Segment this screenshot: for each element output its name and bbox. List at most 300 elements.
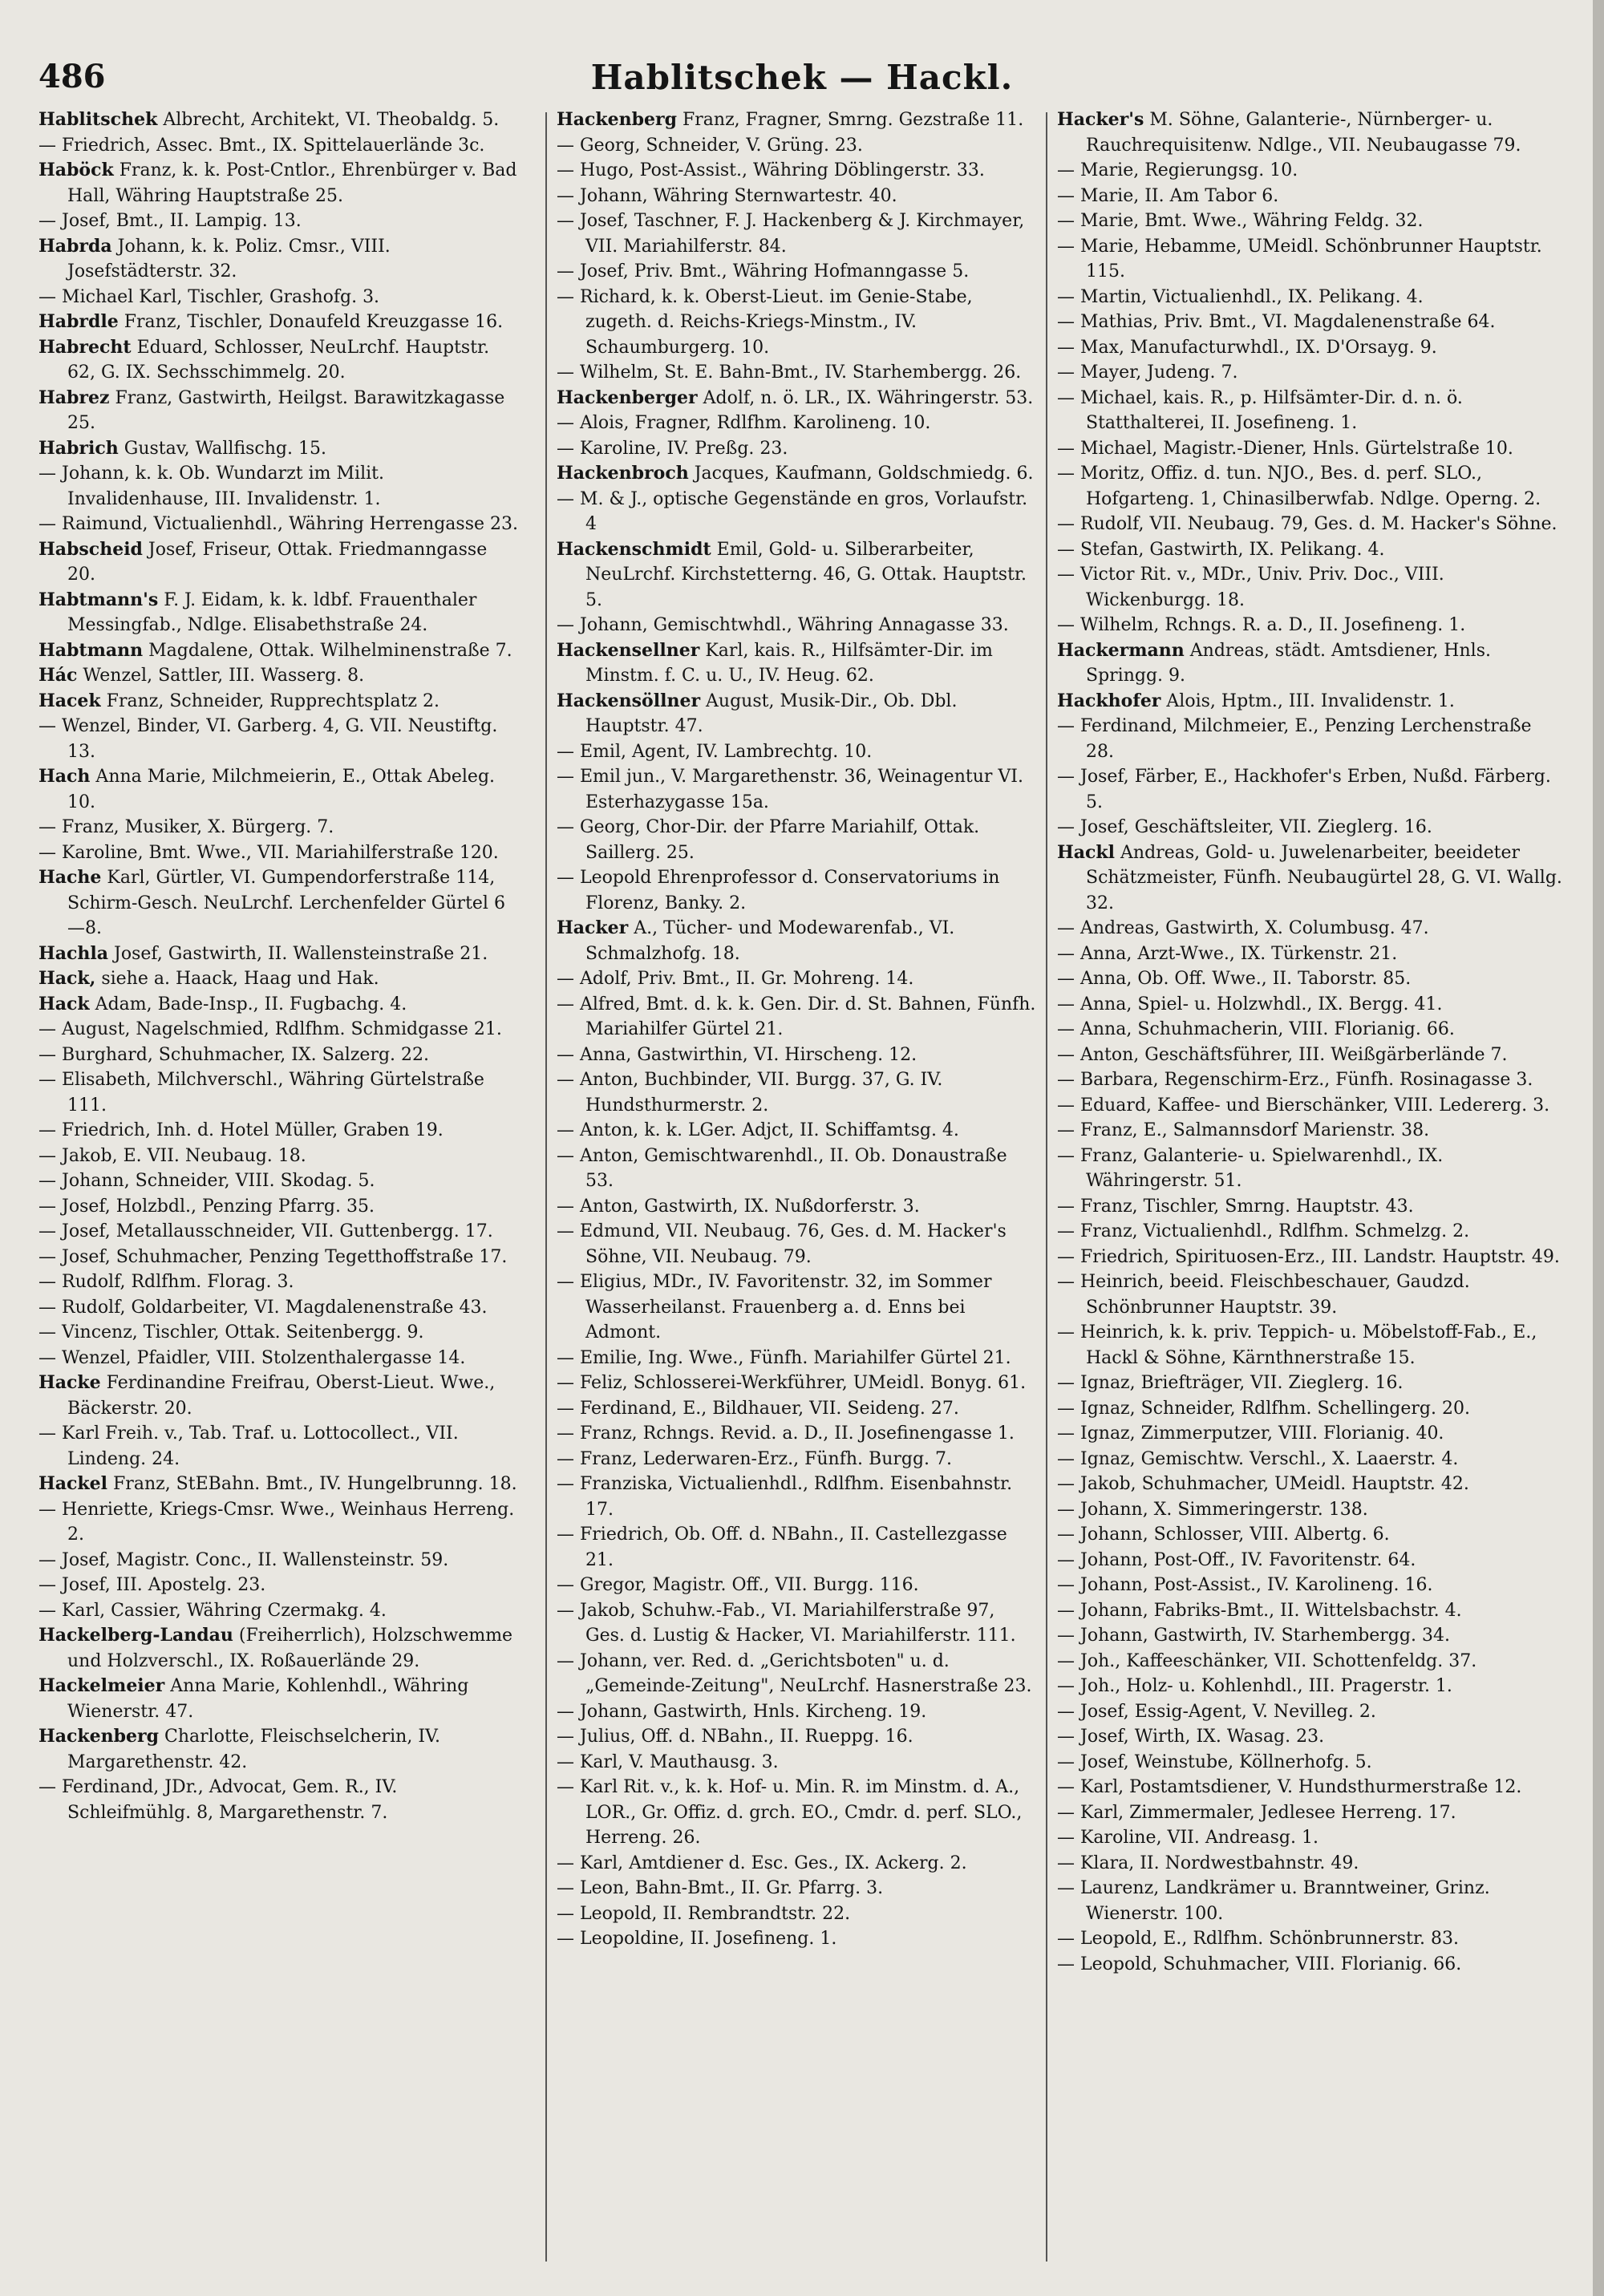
entry-details: Josef, Färber, E., Hackhofer's Erben, Nußd. Färberg. 5. xyxy=(1080,767,1551,812)
directory-entry xyxy=(557,1573,1038,1598)
directory-entry xyxy=(1057,1118,1562,1144)
entry-details: Johann, X. Simmeringerstr. 138. xyxy=(1080,1499,1368,1520)
directory-entry xyxy=(557,613,1038,638)
entry-details: Franz, Schneider, Rupprechtsplatz 2. xyxy=(100,690,440,711)
entry-details: Martin, Victualienhdl., IX. Pelikang. 4. xyxy=(1080,286,1424,307)
entry-details: Josef, Bmt., II. Lampig. 13. xyxy=(62,211,302,231)
directory-entry xyxy=(557,689,1038,739)
directory-entry xyxy=(557,992,1038,1043)
directory-entry xyxy=(557,1346,1038,1371)
directory-entry xyxy=(1057,461,1562,512)
entry-details: Ignaz, Gemischtw. Verschl., X. Laaerstr. 4. xyxy=(1080,1448,1459,1469)
page-title: Hablitschek — Hackl. xyxy=(590,58,1014,97)
entry-details: Wilhelm, Rchngs. R. a. D., II. Josefineng. 1. xyxy=(1080,615,1466,635)
entry-surname: Hackensöllner xyxy=(557,690,701,711)
entry-details: Joh., Holz- u. Kohlenhdl., III. Pragerstr. 1. xyxy=(1080,1676,1452,1696)
entry-surname: Hacke xyxy=(38,1372,101,1393)
entry-details: Josef, Wirth, IX. Wasag. 23. xyxy=(1080,1727,1325,1747)
directory-entry xyxy=(1057,689,1562,715)
directory-entry xyxy=(557,360,1038,386)
directory-entry xyxy=(557,1775,1038,1851)
entry-surname: Habrecht xyxy=(38,336,132,358)
directory-entry xyxy=(557,916,1038,966)
directory-entry xyxy=(1057,815,1562,840)
entry-details: Anna, Arzt-Wwe., IX. Türkenstr. 21. xyxy=(1080,943,1398,964)
directory-entry xyxy=(557,1371,1038,1396)
directory-entry xyxy=(38,1295,520,1321)
entry-details: Alois, Hptm., III. Invalidenstr. 1. xyxy=(1160,690,1455,711)
entry-details: Georg, Chor-Dir. der Pfarre Mariahilf, Ottak. Saillerg. 25. xyxy=(580,817,980,863)
entry-details: Moritz, Offiz. d. tun. NJO., Bes. d. perf. SLO., Hofgarteng. 1, Chinasilberwfab. Ndlge. Operng. 2. xyxy=(1080,464,1541,509)
directory-entry xyxy=(1057,714,1562,764)
directory-entry xyxy=(38,1775,520,1825)
entry-details: Johann, Gemischtwhdl., Währing Annagasse 33. xyxy=(580,615,1009,635)
entry-surname: Hacker's xyxy=(1057,109,1144,130)
directory-entry xyxy=(1057,1952,1562,1978)
directory-entry xyxy=(1057,1421,1562,1447)
entry-surname: Hach xyxy=(38,766,91,787)
directory-column-2 xyxy=(557,107,1038,2273)
directory-entry xyxy=(1057,310,1562,335)
entry-details: Emil, Gold- u. Silberarbeiter, NeuLrchf. Kirchstetterng. 46, G. Ottak. Hauptstr. 5. xyxy=(585,539,1027,610)
directory-entry xyxy=(38,436,520,462)
entry-details: Julius, Off. d. NBahn., II. Rueppg. 16. xyxy=(580,1727,913,1747)
directory-entry xyxy=(1057,1750,1562,1776)
entry-details: Anna, Gastwirthin, VI. Hirscheng. 12. xyxy=(580,1044,917,1065)
entry-details: Anna Marie, Milchmeierin, E., Ottak Abeleg. 10. xyxy=(67,767,496,812)
entry-details: Albrecht, Architekt, VI. Theobaldg. 5. xyxy=(157,110,500,130)
entry-details: Jacques, Kaufmann, Goldschmiedg. 6. xyxy=(688,464,1034,484)
entry-details: Friedrich, Ob. Off. d. NBahn., II. Castellezgasse 21. xyxy=(580,1525,1007,1570)
entry-details: August, Nagelschmied, Rdlfhm. Schmidgasse 21. xyxy=(62,1019,502,1039)
entry-details: Johann, Fabriks-Bmt., II. Wittelsbachstr. 4. xyxy=(1080,1600,1462,1621)
directory-entry xyxy=(38,1371,520,1421)
entry-details: Anton, Geschäftsführer, III. Weißgärberlände 7. xyxy=(1080,1044,1508,1065)
entry-details: Josef, Magistr. Conc., II. Wallensteinstr. 59. xyxy=(62,1549,449,1570)
entry-surname: Hacek xyxy=(38,690,101,711)
directory-entry xyxy=(38,815,520,840)
entry-surname: Hack xyxy=(38,993,90,1014)
entry-details: Josef, Taschner, F. J. Hackenberg & J. Kirchmayer, VII. Mariahilferstr. 84. xyxy=(580,211,1025,257)
entry-details: Josef, Metallausschneider, VII. Guttenbergg. 17. xyxy=(62,1221,493,1241)
entry-details: Karl, Gürtler, VI. Gumpendorferstraße 114, Schirm-Gesch. NeuLrchf. Lerchenfelder Gürtel 6—8. xyxy=(67,868,505,938)
entry-details: Josef, III. Apostelg. 23. xyxy=(62,1575,266,1595)
entry-details: Adolf, n. ö. LR., IX. Währingerstr. 53. xyxy=(697,387,1034,408)
entry-surname: Hackl xyxy=(1057,841,1116,863)
directory-entry xyxy=(1057,966,1562,992)
directory-entry xyxy=(1057,613,1562,638)
entry-details: Johann, k. k. Poliz. Cmsr., VIII. Josefstädterstr. 32. xyxy=(67,236,391,281)
entry-details: Eligius, MDr., IV. Favoritenstr. 32, im Sommer Wasserheilanst. Frauenberg a. d. Enns bei Admont. xyxy=(580,1272,992,1342)
directory-entry xyxy=(38,461,520,512)
entry-details: Karl Freih. v., Tab. Traf. u. Lottocollect., VII. Lindeng. 24. xyxy=(62,1423,459,1469)
directory-entry xyxy=(38,1144,520,1169)
directory-entry xyxy=(38,1245,520,1270)
directory-entry xyxy=(557,1699,1038,1725)
directory-entry xyxy=(38,764,520,815)
directory-entry xyxy=(1057,638,1562,689)
entry-details: Franz, Victualienhdl., Rdlfhm. Schmelzg. 2. xyxy=(1080,1221,1470,1241)
directory-entry xyxy=(1057,1194,1562,1220)
entry-details: Adolf, Priv. Bmt., II. Gr. Mohreng. 14. xyxy=(580,969,914,989)
directory-entry xyxy=(38,537,520,588)
directory-entry xyxy=(557,1472,1038,1522)
directory-entry xyxy=(557,1194,1038,1220)
entry-details: Emil jun., V. Margarethenstr. 36, Weinagentur VI. Esterhazygasse 15a. xyxy=(580,767,1023,812)
directory-entry xyxy=(1057,184,1562,209)
directory-entry xyxy=(557,107,1038,133)
directory-entry xyxy=(1057,1548,1562,1573)
directory-entry xyxy=(557,184,1038,209)
entry-details: Ignaz, Zimmerputzer, VIII. Florianig. 40. xyxy=(1080,1423,1444,1444)
entry-details: Friedrich, Spirituosen-Erz., III. Landstr. Hauptstr. 49. xyxy=(1080,1246,1560,1267)
directory-entry xyxy=(1057,840,1562,917)
directory-entry xyxy=(1057,335,1562,361)
entry-details: Leopold, Schuhmacher, VIII. Florianig. 66. xyxy=(1080,1954,1462,1974)
entry-details: Anna, Spiel- u. Holzwhdl., IX. Bergg. 41. xyxy=(1080,994,1443,1014)
directory-entry xyxy=(1057,916,1562,941)
entry-details: Georg, Schneider, V. Grüng. 23. xyxy=(580,135,863,156)
directory-entry xyxy=(38,1067,520,1118)
entry-details: Mayer, Judeng. 7. xyxy=(1080,362,1238,383)
directory-entry xyxy=(1057,1674,1562,1699)
directory-column-1 xyxy=(38,107,520,2273)
entry-details: Klara, II. Nordwestbahnstr. 49. xyxy=(1080,1853,1359,1873)
directory-entry xyxy=(1057,1371,1562,1396)
entry-details: Ferdinand, Milchmeier, E., Penzing Lerchenstraße 28. xyxy=(1080,716,1532,762)
directory-entry xyxy=(557,1750,1038,1776)
directory-entry xyxy=(38,1724,520,1775)
directory-entry xyxy=(1057,209,1562,234)
directory-entry xyxy=(1057,1522,1562,1548)
entry-details: Stefan, Gastwirth, IX. Pelikang. 4. xyxy=(1080,539,1385,560)
entry-details: Ferdinand, JDr., Advocat, Gem. R., IV. Schleifmühlg. 8, Margarethenstr. 7. xyxy=(62,1777,398,1823)
entry-surname: Hackhofer xyxy=(1057,690,1161,711)
directory-entry xyxy=(557,1649,1038,1699)
entry-details: Josef, Holzbdl., Penzing Pfarrg. 35. xyxy=(62,1196,375,1217)
directory-entry xyxy=(1057,436,1562,462)
column-divider xyxy=(545,112,547,2262)
entry-details: Leopoldine, II. Josefineng. 1. xyxy=(580,1929,837,1949)
entry-details: Karoline, Bmt. Wwe., VII. Mariahilferstraße 120. xyxy=(62,842,499,863)
entry-details: Jakob, Schuhw.-Fab., VI. Mariahilferstraße 97, Ges. d. Lustig & Hacker, VI. Mariahilferstr. 111. xyxy=(580,1600,1016,1646)
directory-entry xyxy=(1057,1876,1562,1926)
entry-details: Franz, Gastwirth, Heilgst. Barawitzkagasse 25. xyxy=(67,387,505,433)
entry-details: Josef, Weinstube, Köllnerhofg. 5. xyxy=(1080,1751,1372,1772)
entry-details: Gregor, Magistr. Off., VII. Burgg. 116. xyxy=(580,1575,919,1595)
entry-details: Elisabeth, Milchverschl., Währing Gürtelstraße 111. xyxy=(62,1070,484,1116)
entry-details: Franz, Rchngs. Revid. a. D., II. Josefinengasse 1. xyxy=(580,1423,1015,1444)
directory-entry xyxy=(1057,1623,1562,1649)
directory-entry xyxy=(38,1219,520,1245)
directory-column-3 xyxy=(1057,107,1562,2273)
entry-details: Leon, Bahn-Bmt., II. Gr. Pfarrg. 3. xyxy=(580,1878,884,1898)
entry-details: Henriette, Kriegs-Cmsr. Wwe., Weinhaus Herreng. 2. xyxy=(62,1499,515,1545)
entry-details: Karl Rit. v., k. k. Hof- u. Min. R. im Minstm. d. A., LOR., Gr. Offiz. d. grch. EO., Cmdr. d. perf. SLO., Herreng. 26. xyxy=(580,1777,1023,1848)
directory-entry xyxy=(38,941,520,967)
directory-entry xyxy=(1057,1017,1562,1043)
directory-entry xyxy=(1057,158,1562,184)
entry-details: Marie, II. Am Tabor 6. xyxy=(1080,185,1279,206)
entry-details: Burghard, Schuhmacher, IX. Salzerg. 22. xyxy=(62,1044,430,1065)
entry-details: Leopold, E., Rdlfhm. Schönbrunnerstr. 83. xyxy=(1080,1929,1460,1949)
entry-details: Josef, Priv. Bmt., Währing Hofmanngasse 5. xyxy=(580,261,970,281)
directory-entry xyxy=(1057,1598,1562,1624)
entry-details: Karl, V. Mauthausg. 3. xyxy=(580,1751,779,1772)
entry-details: Anna, Schuhmacherin, VIII. Florianig. 66. xyxy=(1080,1019,1455,1039)
directory-entry xyxy=(38,1472,520,1497)
directory-entry xyxy=(1057,1926,1562,1952)
directory-entry xyxy=(1057,1219,1562,1245)
entry-details: Gustav, Wallfischg. 15. xyxy=(118,438,326,459)
entry-details: Johann, k. k. Ob. Wundarzt im Milit. Invalidenhause, III. Invalidenstr. 1. xyxy=(62,464,384,509)
entry-details: Franz, E., Salmannsdorf Marienstr. 38. xyxy=(1080,1120,1430,1140)
entry-details: Laurenz, Landkrämer u. Branntweiner, Grinz. Wienerstr. 100. xyxy=(1080,1878,1490,1924)
directory-entry xyxy=(557,133,1038,159)
entry-surname: Habtmann's xyxy=(38,589,159,610)
entry-details: Victor Rit. v., MDr., Univ. Priv. Doc., VIII. Wickenburgg. 18. xyxy=(1080,565,1444,610)
directory-entry xyxy=(557,1447,1038,1472)
directory-entry xyxy=(38,1623,520,1674)
entry-details: Franz, k. k. Post-Cntlor., Ehrenbürger v. Bad Hall, Währing Hauptstraße 25. xyxy=(67,160,517,206)
page-number: 486 xyxy=(38,58,106,95)
entry-details: Michael Karl, Tischler, Grashofg. 3. xyxy=(62,286,380,307)
directory-entry xyxy=(38,1194,520,1220)
directory-entry xyxy=(1057,1851,1562,1877)
entry-details: Franz, Lederwaren-Erz., Fünfh. Burgg. 7. xyxy=(580,1448,953,1469)
entry-details: Alois, Fragner, Rdlfhm. Karolineng. 10. xyxy=(580,413,931,433)
directory-entry xyxy=(1057,360,1562,386)
entry-details: Michael, kais. R., p. Hilfsämter-Dir. d. n. ö. Statthalterei, II. Josefineng. 1. xyxy=(1080,387,1463,433)
directory-entry xyxy=(1057,537,1562,563)
directory-entry xyxy=(1057,1245,1562,1270)
directory-entry xyxy=(1057,1775,1562,1800)
directory-entry xyxy=(38,1548,520,1573)
directory-entry xyxy=(557,1067,1038,1118)
directory-entry xyxy=(1057,1067,1562,1093)
directory-entry xyxy=(1057,992,1562,1018)
directory-entry xyxy=(1057,386,1562,436)
entry-details: Ignaz, Briefträger, VII. Zieglerg. 16. xyxy=(1080,1373,1404,1393)
directory-entry xyxy=(38,310,520,335)
entry-details: Johann, Post-Assist., IV. Karolineng. 16. xyxy=(1080,1575,1433,1595)
entry-details: Johann, Gastwirth, Hnls. Kircheng. 19. xyxy=(580,1701,927,1722)
entry-details: Franz, Fragner, Smrng. Gezstraße 11. xyxy=(677,110,1024,130)
entry-details: Karl, Amtdiener d. Esc. Ges., IX. Ackerg. 2. xyxy=(580,1853,967,1873)
directory-entry xyxy=(38,1168,520,1194)
entry-details: Franz, Galanterie- u. Spielwarenhdl., IX. Währingerstr. 51. xyxy=(1080,1145,1444,1191)
directory-entry xyxy=(557,259,1038,285)
directory-entry xyxy=(557,638,1038,689)
entry-details: (Freiherrlich), Holzschwemme und Holzverschl., IX. Roßauerlände 29. xyxy=(67,1626,513,1671)
entry-surname: Hackenberg xyxy=(38,1726,160,1747)
entry-details: Emilie, Ing. Wwe., Fünfh. Mariahilfer Gürtel 21. xyxy=(580,1347,1011,1368)
entry-details: Emil, Agent, IV. Lambrechtg. 10. xyxy=(580,741,873,762)
entry-details: Josef, Essig-Agent, V. Nevilleg. 2. xyxy=(1080,1701,1376,1722)
directory-entry xyxy=(1057,1093,1562,1119)
entry-details: Johann, Gastwirth, IV. Starhembergg. 34. xyxy=(1080,1626,1450,1646)
entry-surname: Hack, xyxy=(38,968,96,989)
directory-entry xyxy=(557,285,1038,361)
directory-entry xyxy=(557,1926,1038,1952)
column-divider xyxy=(1046,112,1047,2262)
entry-details: Josef, Schuhmacher, Penzing Tegetthoffstraße 17. xyxy=(62,1246,508,1267)
entry-details: Anton, Gastwirth, IX. Nußdorferstr. 3. xyxy=(580,1196,920,1217)
entry-surname: Habscheid xyxy=(38,538,143,560)
directory-entry xyxy=(38,512,520,537)
entry-details: Friedrich, Assec. Bmt., IX. Spittelauerlände 3c. xyxy=(62,135,485,156)
directory-entry xyxy=(38,1320,520,1346)
directory-entry xyxy=(557,1421,1038,1447)
directory-entry xyxy=(1057,512,1562,537)
directory-entry xyxy=(557,436,1038,462)
entry-details: Anna Marie, Kohlenhdl., Währing Wienerstr. 47. xyxy=(67,1676,469,1722)
directory-entry xyxy=(557,1851,1038,1877)
entry-details: Anton, Buchbinder, VII. Burgg. 37, G. IV. Hundsthurmerstr. 2. xyxy=(580,1070,943,1116)
directory-entry xyxy=(557,815,1038,865)
directory-entry xyxy=(38,158,520,209)
directory-entry xyxy=(38,1269,520,1295)
directory-entry xyxy=(557,1144,1038,1194)
entry-surname: Habtmann xyxy=(38,639,144,661)
entry-details: Rudolf, Rdlfhm. Florag. 3. xyxy=(62,1272,294,1292)
directory-entry xyxy=(557,209,1038,259)
entry-details: M. Söhne, Galanterie-, Nürnberger- u. Rauchrequisitenw. Ndlge., VII. Neubaugasse 79. xyxy=(1086,110,1521,156)
directory-entry xyxy=(1057,285,1562,310)
entry-details: Jakob, Schuhmacher, UMeidl. Hauptstr. 42. xyxy=(1080,1474,1469,1494)
entry-details: Edmund, VII. Neubaug. 76, Ges. d. M. Hacker's Söhne, VII. Neubaug. 79. xyxy=(580,1221,1007,1267)
entry-details: Wilhelm, St. E. Bahn-Bmt., IV. Starhembergg. 26. xyxy=(580,362,1022,383)
entry-surname: Hackelmeier xyxy=(38,1675,165,1696)
entry-details: Marie, Bmt. Wwe., Währing Feldg. 32. xyxy=(1080,211,1424,231)
entry-details: F. J. Eidam, k. k. ldbf. Frauenthaler Messingfab., Ndlge. Elisabethstraße 24. xyxy=(67,589,477,635)
entry-details: Joh., Kaffeeschänker, VII. Schottenfeldg. 37. xyxy=(1080,1650,1477,1671)
entry-details: Johann, Währing Sternwartestr. 40. xyxy=(580,185,897,206)
entry-surname: Habrda xyxy=(38,235,112,257)
entry-details: Mathias, Priv. Bmt., VI. Magdalenenstraße 64. xyxy=(1080,312,1496,332)
entry-details: Franz, Musiker, X. Bürgerg. 7. xyxy=(62,817,334,837)
directory-entry xyxy=(38,1573,520,1598)
entry-details: Franziska, Victualienhdl., Rdlfhm. Eisenbahnstr. 17. xyxy=(580,1474,1013,1520)
entry-details: Johann, Schlosser, VIII. Albertg. 6. xyxy=(1080,1525,1390,1545)
directory-entry xyxy=(1057,1472,1562,1497)
entry-details: Karl, Cassier, Währing Czermakg. 4. xyxy=(62,1600,387,1621)
entry-details: Rudolf, Goldarbeiter, VI. Magdalenenstraße 43. xyxy=(62,1297,488,1318)
entry-details: Anna, Ob. Off. Wwe., II. Taborstr. 85. xyxy=(1080,969,1412,989)
entry-surname: Habrez xyxy=(38,387,110,408)
entry-surname: Hachla xyxy=(38,942,109,964)
directory-entry xyxy=(38,386,520,436)
directory-entry xyxy=(1057,1724,1562,1750)
entry-details: Wenzel, Binder, VI. Garberg. 4, G. VII. Neustiftg. 13. xyxy=(62,716,498,762)
directory-entry xyxy=(557,1118,1038,1144)
entry-details: Leopold Ehrenprofessor d. Conservatoriums in Florenz, Banky. 2. xyxy=(580,868,1000,913)
entry-details: Wenzel, Sattler, III. Wasserg. 8. xyxy=(77,666,365,686)
directory-entry xyxy=(557,487,1038,537)
entry-surname: Hablitschek xyxy=(38,109,158,130)
entry-surname: Haböck xyxy=(38,160,114,180)
directory-entry xyxy=(557,1724,1038,1750)
entry-details: Richard, k. k. Oberst-Lieut. im Genie-Stabe, zugeth. d. Reichs-Kriegs-Minstm., IV. Schaumburgerg. 10. xyxy=(580,286,973,358)
entry-details: Andreas, Gold- u. Juwelenarbeiter, beeideter Schätzmeister, Fünfh. Neubaugürtel 28, G. VI. Wallg. 32. xyxy=(1086,842,1562,913)
entry-surname: Hackenbroch xyxy=(557,463,689,484)
directory-entry xyxy=(38,588,520,638)
directory-entry xyxy=(557,386,1038,411)
directory-entry xyxy=(557,1901,1038,1927)
entry-details: Alfred, Bmt. d. k. k. Gen. Dir. d. St. Bahnen, Fünfh. Mariahilfer Gürtel 21. xyxy=(580,994,1036,1039)
directory-entry xyxy=(38,234,520,285)
entry-details: Karl, Postamtsdiener, V. Hundsthurmerstraße 12. xyxy=(1080,1777,1522,1797)
directory-entry xyxy=(1057,764,1562,815)
directory-entry xyxy=(557,1269,1038,1346)
entry-details: Marie, Regierungsg. 10. xyxy=(1080,160,1298,180)
entry-details: Johann, ver. Red. d. „Gerichtsboten" u. d. „Gemeinde-Zeitung", NeuLrchf. Hasnerstraße 23. xyxy=(580,1650,1032,1696)
entry-details: Raimund, Victualienhdl., Währing Herrengasse 23. xyxy=(62,514,518,534)
entry-details: Karl, Zimmermaler, Jedlesee Herreng. 17. xyxy=(1080,1802,1456,1823)
directory-entry xyxy=(557,1876,1038,1901)
directory-entry xyxy=(38,638,520,664)
directory-entry xyxy=(38,663,520,689)
entry-details: Hugo, Post-Assist., Währing Döblingerstr. 33. xyxy=(580,160,985,180)
directory-entry xyxy=(1057,1497,1562,1523)
directory-entry xyxy=(38,133,520,159)
directory-entry xyxy=(1057,1269,1562,1320)
entry-surname: Hác xyxy=(38,665,78,686)
directory-entry xyxy=(557,158,1038,184)
directory-entry xyxy=(38,1674,520,1724)
directory-entry xyxy=(1057,234,1562,285)
entry-details: Jakob, E. VII. Neubaug. 18. xyxy=(62,1145,306,1166)
entry-details: Anton, k. k. LGer. Adjct, II. Schiffamtsg. 4. xyxy=(580,1120,959,1140)
directory-entry xyxy=(38,1118,520,1144)
entry-details: Ferdinand, E., Bildhauer, VII. Seideng. 27. xyxy=(580,1398,959,1419)
entry-details: Magdalene, Ottak. Wilhelminenstraße 7. xyxy=(143,640,512,661)
directory-entry xyxy=(557,1043,1038,1068)
directory-entry xyxy=(1057,1825,1562,1851)
entry-details: Franz, Tischler, Smrng. Hauptstr. 43. xyxy=(1080,1196,1414,1217)
directory-entry xyxy=(1057,1573,1562,1598)
directory-entry xyxy=(38,840,520,866)
directory-entry xyxy=(38,689,520,715)
entry-details: Leopold, II. Rembrandtstr. 22. xyxy=(580,1903,851,1924)
directory-entry xyxy=(38,992,520,1018)
directory-entry xyxy=(38,107,520,133)
entry-details: Ferdinandine Freifrau, Oberst-Lieut. Wwe., Bäckerstr. 20. xyxy=(67,1373,496,1419)
entry-details: August, Musik-Dir., Ob. Dbl. Hauptstr. 47. xyxy=(585,690,958,736)
entry-details: Eduard, Kaffee- und Bierschänker, VIII. Ledererg. 3. xyxy=(1080,1095,1550,1116)
directory-entry xyxy=(1057,941,1562,967)
directory-entry xyxy=(1057,1320,1562,1371)
directory-entry xyxy=(557,966,1038,992)
directory-entry xyxy=(38,865,520,941)
entry-details: Karoline, IV. Preßg. 23. xyxy=(580,438,788,459)
entry-details: Andreas, Gastwirth, X. Columbusg. 47. xyxy=(1080,918,1429,938)
entry-details: Johann, Post-Off., IV. Favoritenstr. 64. xyxy=(1080,1549,1416,1570)
entry-surname: Hache xyxy=(38,867,102,888)
entry-details: Vincenz, Tischler, Ottak. Seitenbergg. 9. xyxy=(62,1322,424,1342)
entry-details: Heinrich, beeid. Fleischbeschauer, Gaudzd. Schönbrunner Hauptstr. 39. xyxy=(1080,1272,1470,1318)
directory-entry xyxy=(1057,1396,1562,1422)
directory-entry xyxy=(557,1219,1038,1269)
entry-surname: Hackenschmidt xyxy=(557,538,711,560)
entry-details: Adam, Bade-Insp., II. Fugbachg. 4. xyxy=(89,994,407,1014)
entry-details: Heinrich, k. k. priv. Teppich- u. Möbelstoff-Fab., E., Hackl & Söhne, Kärnthnerstraße 15. xyxy=(1080,1322,1537,1368)
directory-entry xyxy=(557,1598,1038,1649)
directory-entry xyxy=(1057,1800,1562,1826)
entry-details: Andreas, städt. Amtsdiener, Hnls. Springg. 9. xyxy=(1086,640,1491,686)
directory-entry xyxy=(38,335,520,386)
entry-details: Franz, StEBahn. Bmt., IV. Hungelbrunng. 18. xyxy=(107,1474,517,1494)
